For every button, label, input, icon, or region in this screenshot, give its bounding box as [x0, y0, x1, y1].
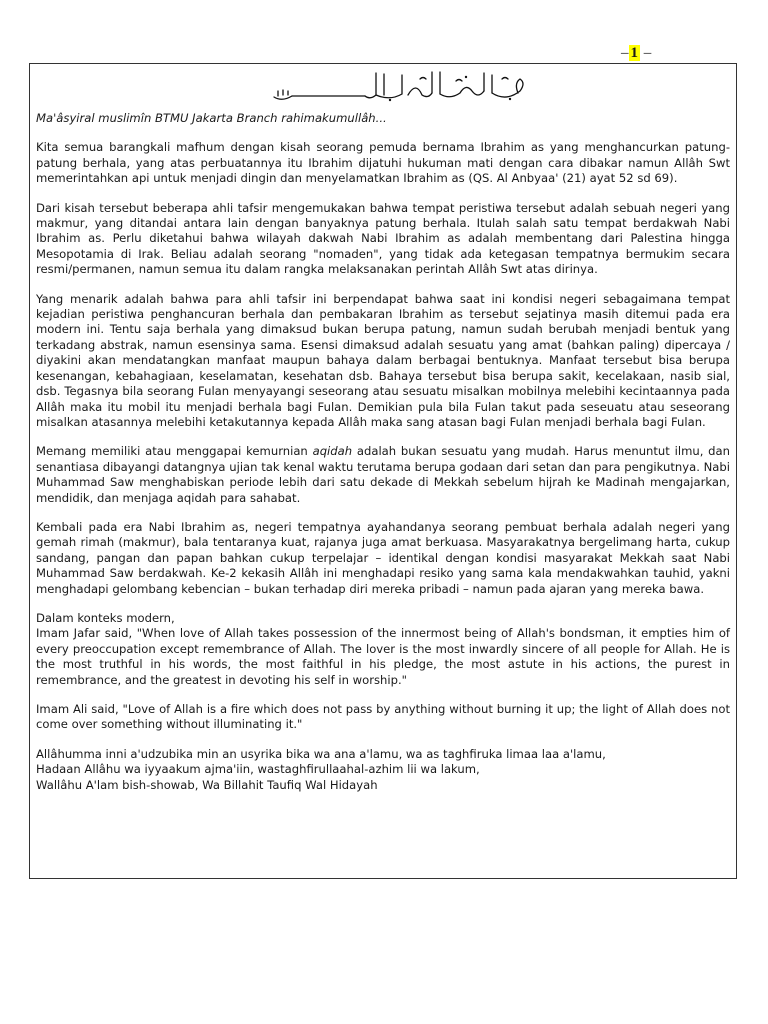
page-number	[621, 44, 651, 62]
greeting: Ma'âsyiral muslimîn BTMU Jakarta Branch rahimakumullâh...	[36, 111, 387, 125]
paragraph-tafsir: Dari kisah tersebut beberapa ahli tafsir mengemukakan bahwa tempat peristiwa tersebut adalah sebuah negeri yang makmur, yang ditandai antara lain dengan banyaknya patung berhala. Itulah salah satu tempat berdakwah Nabi Ibrahim as. Perlu diketahui bahwa wilayah dakwah Nabi Ibrahim as adalah membentang dari Palestina hingga Mesopotamia di Irak. Beliau adalah seorang "nomaden", yang tidak ada ketegasan tempatnya bermukim secara resmi/permanen, namun semua itu dalam rangka melaksanakan perintah Allâh Swt atas dirinya.	[36, 200, 730, 277]
closing-line: Wallâhu A'lam bish-showab, Wa Billahit Taufiq Wal Hidayah	[36, 777, 378, 792]
modern-intro: Dalam konteks modern,	[36, 610, 175, 625]
paragraph-era-ibrahim: Kembali pada era Nabi Ibrahim as, negeri tempatnya ayahandanya seorang pembuat berhala adalah negeri yang gemah rimah (makmur), bala tentaranya kuat, rajanya juga amat berkuasa. Masyarakatnya bergelimang harta, cukup sandang, pangan dan papan bahkan cukup terpelajar – identikal dengan kondisi masyarakat Mekkah saat Nabi Muhammad Saw berdakwah. Ke-2 kekasih Allâh ini menghadapi resiko yang sama kala mendakwahkan tauhid, yakni menghadapi gelombang kebencian – bukan terhadap diri mereka pribadi – namun pada ajaran yang mereka bawa.	[36, 519, 730, 596]
page-number-value: 1	[630, 45, 638, 61]
aqidah-text-after: adalah bukan sesuatu yang mudah. Harus menuntut ilmu, dan senantiasa dibayangi datangnya ujian tak kenal waktu terutama berupa godaan dari setan dan para pengikutnya. Nabi Muhammad Saw menghabiskan periode lebih dari satu dekade di Mekkah sebelum hijrah ke Madinah mengajarkan, mendidik, dan menjaga aqidah para sahabat.	[36, 444, 730, 505]
page-number-dash-left: –	[621, 45, 629, 61]
sermon-body	[36, 111, 730, 793]
aqidah-text-before: Memang memiliki atau menggapai kemurnian	[36, 444, 313, 459]
content-frame	[29, 63, 737, 879]
paragraph-modern-idols: Yang menarik adalah bahwa para ahli tafsir ini berpendapat bahwa saat ini kondisi negeri sebagaimana tempat kejadian peristiwa penghancuran berhala dan pembakaran Ibrahim as tersebut sejatinya masih ditemui pada era modern ini. Tentu saja berhala yang dimaksud bukan berupa patung, namun sudah berubah menjadi bentuk yang terkadang abstrak, namun esensinya sama. Esensi dimaksud adalah sesuatu yang amat (bahkan paling) dipercaya / diyakini akan mendatangkan manfaat maupun bahaya dalam berbagai bentuknya. Manfaat tersebut bisa berupa kesenangan, kebahagiaan, keselamatan, kesehatan dsb. Bahaya tersebut bisa berupa sakit, kecelakaan, nasib sial, dsb. Tegasnya bila seorang Fulan menyayangi seseorang atau sesuatu misalkan mobilnya melebihi kecintaannya pada Allâh maka itu mobil itu menjadi berhala bagi Fulan. Demikian pula bila Fulan takut pada seseuatu atau seseorang misalkan atasannya melebihi ketakutannya kepada Allâh maka sang atasan bagi Fulan menjadi berhala bagi Fulan.	[36, 291, 730, 429]
paragraph-modern-context	[36, 611, 730, 688]
quote-imam-ali: Imam Ali said, "Love of Allah is a fire which does not pass by anything without burning it up; the light of Allah does not come over something without illuminating it."	[36, 702, 730, 732]
closing-line: Hadaan Allâhu wa iyyaakum ajma'iin, wastaghfirullaahal-azhim lii wa lakum,	[36, 762, 480, 777]
closing-prayer	[36, 747, 730, 793]
closing-line: Allâhumma inni a'udzubika min an usyrika bika wa ana a'lamu, wa as taghfiruka limaa laa a'lamu,	[36, 746, 606, 761]
paragraph-aqidah	[36, 444, 730, 506]
quote-imam-jafar: Imam Jafar said, "When love of Allah takes possession of the innermost being of Allah's bondsman, it empties him of every preoccupation except remembrance of Allah. The lover is the most inwardly sincere of all people for Allah. He is the most truthful in his words, the most faithful in his pledge, the most astute in his actions, the purest in remembrance, and the greatest in devoting his self in worship."	[36, 626, 730, 687]
paragraph-ibrahim-story: Kita semua barangkali mafhum dengan kisah seorang pemuda bernama Ibrahim as yang menghancurkan patung-patung berhala, yang atas perbuatannya itu Ibrahim dijatuhi hukuman mati dengan cara dibakar namun Allâh Swt memerintahkan api untuk menjadi dingin dan menyelamatkan Ibrahim as (QS. Al Anbyaa' (21) ayat 52 sd 69).	[36, 140, 730, 186]
page-number-dash-right: –	[643, 45, 652, 61]
aqidah-term: aqidah	[312, 444, 353, 459]
basmala-calligraphy	[270, 69, 532, 103]
